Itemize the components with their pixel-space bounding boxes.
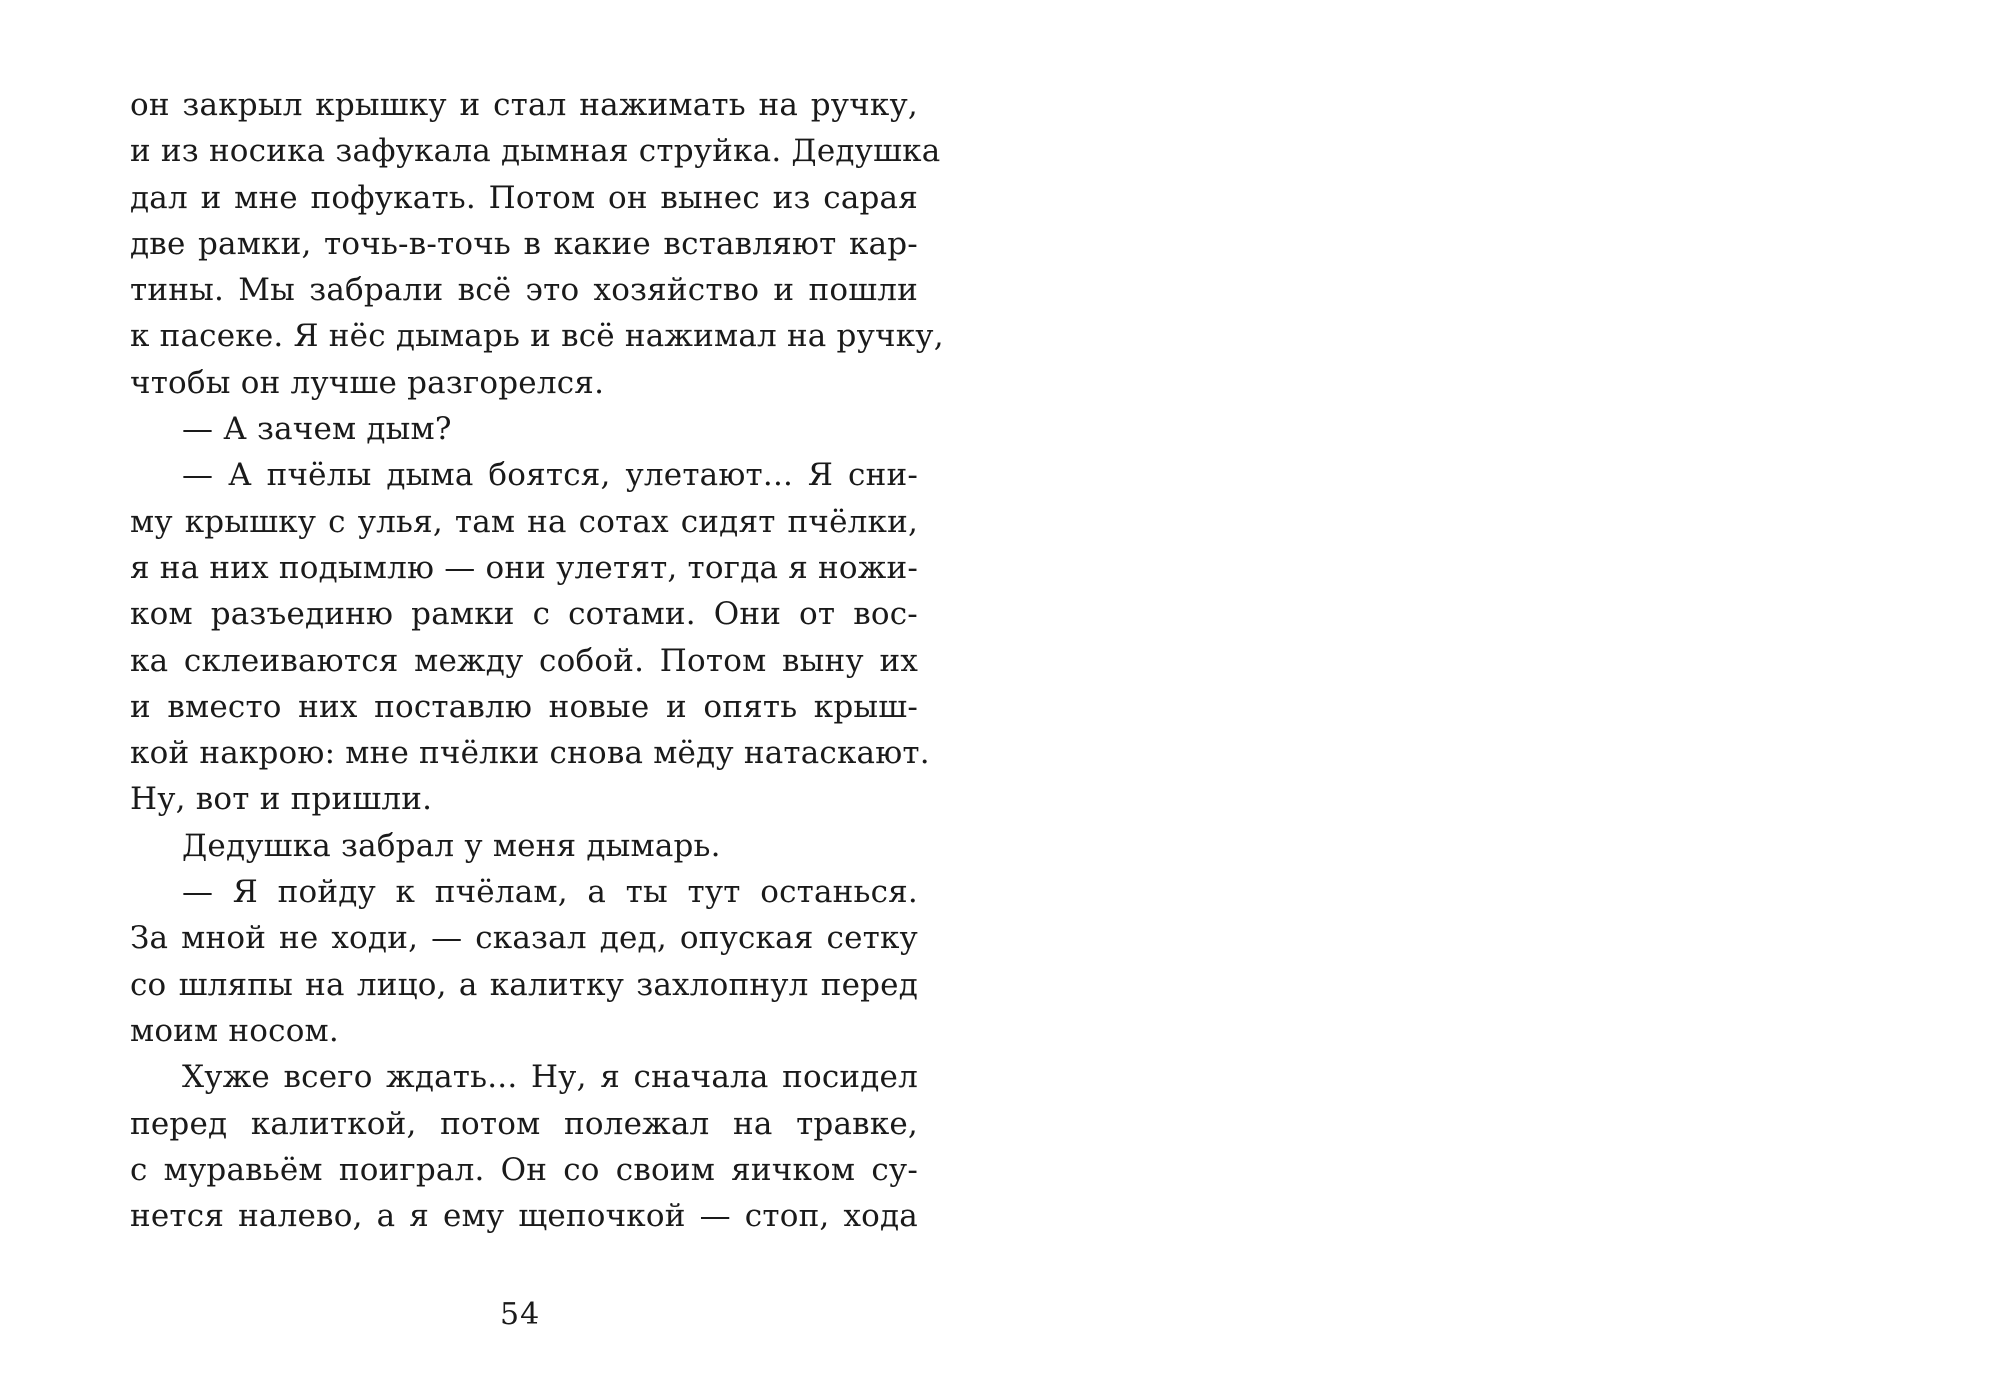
text-line: чтобы он лучше разгорелся. [130, 364, 605, 401]
text-line: моим носом. [130, 1012, 339, 1049]
text-line: Хуже всего ждать... Ну, я сначала посидел [182, 1059, 918, 1096]
text-line: — А зачем дым? [182, 411, 452, 448]
text-line: За мной не ходи, — сказал дед, опуская сетку [130, 920, 918, 957]
text-line: и из носика зафукала дымная струйка. Дедушка [130, 133, 941, 170]
text-line: Дедушка забрал у меня дымарь. [182, 827, 721, 864]
text-line: две рамки, точь-в-точь в какие вставляют кар- [130, 225, 918, 262]
body-text [130, 82, 944, 1239]
text-line: перед калиткой, потом полежал на травке, [130, 1105, 918, 1142]
text-line: я на них подымлю — они улетят, тогда я ножи- [130, 549, 919, 586]
right-page [1000, 0, 2000, 1399]
text-line: с муравьём поиграл. Он со своим яичком су- [130, 1151, 918, 1188]
text-line: к пасеке. Я нёс дымарь и всё нажимал на ручку, [130, 318, 944, 355]
text-line: со шляпы на лицо, а калитку захлопнул перед [130, 966, 918, 1003]
text-line: нется налево, а я ему щепочкой — стоп, хода [130, 1198, 918, 1235]
text-line: му крышку с улья, там на сотах сидят пчёлки, [130, 503, 918, 540]
text-line: и вместо них поставлю новые и опять крыш- [130, 688, 918, 725]
text-line: дал и мне пофукать. Потом он вынес из сарая [130, 179, 918, 216]
text-line: он закрыл крышку и стал нажимать на ручку, [130, 87, 918, 123]
text-line: — А пчёлы дыма боятся, улетают... Я сни- [182, 457, 918, 494]
text-line: Ну, вот и пришли. [130, 781, 433, 818]
text-line: тины. Мы забрали всё это хозяйство и пошли [130, 272, 918, 309]
text-line: ком разъединю рамки с сотами. Они от вос- [130, 596, 918, 633]
text-line: кой накрою: мне пчёлки снова мёду натаскают. [130, 735, 930, 772]
text-line: ка склеиваются между собой. Потом выну их [130, 642, 918, 679]
page-number: 54 [500, 1297, 541, 1332]
text-line: — Я пойду к пчёлам, а ты тут останься. [182, 874, 918, 911]
